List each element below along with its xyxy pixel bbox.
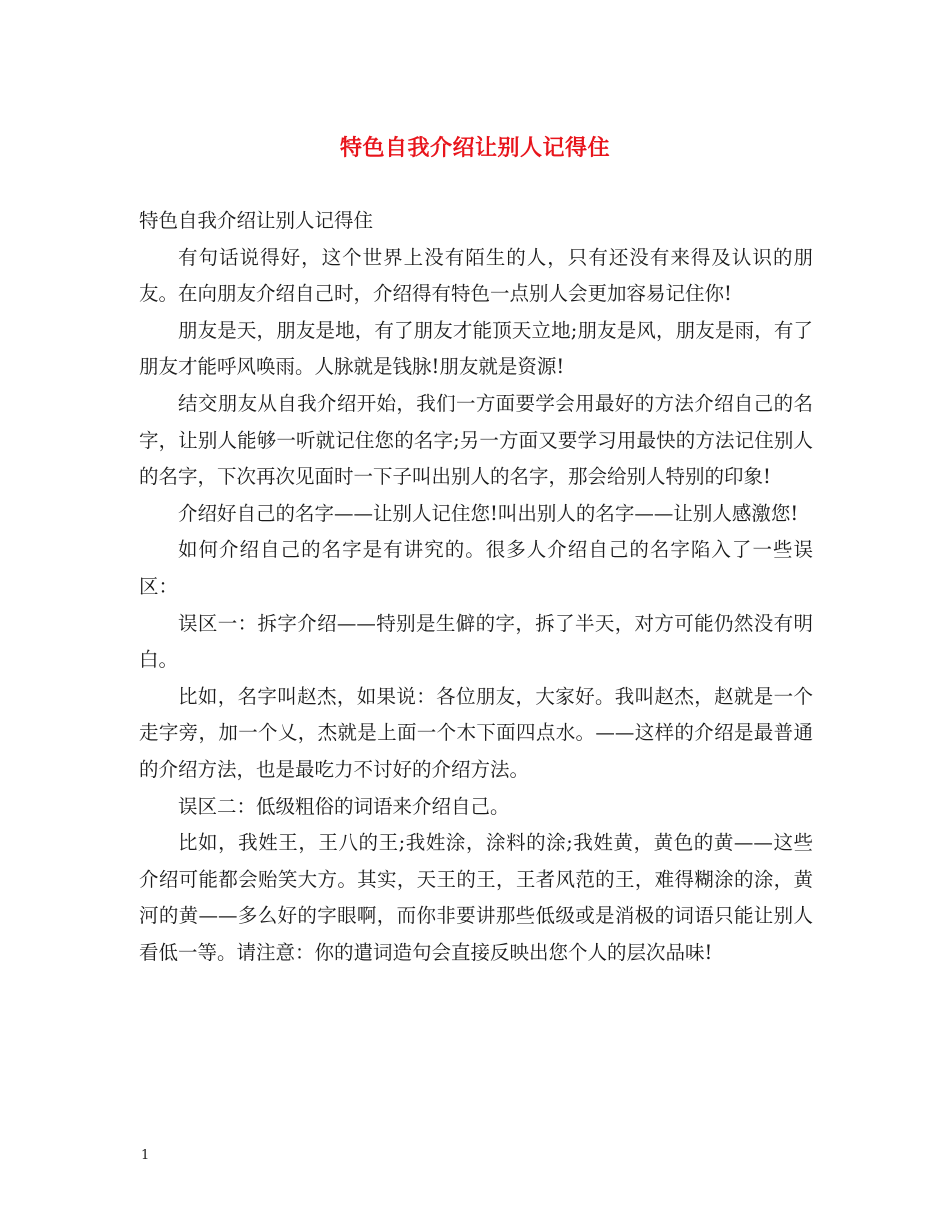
document-title: 特色自我介绍让别人记得住 [339, 135, 610, 161]
paragraph: 朋友是天，朋友是地，有了朋友才能顶天立地;朋友是风，朋友是雨，有了朋友才能呼风唤雨。人脉就是钱脉!朋友就是资源! [139, 318, 813, 379]
paragraph: 误区一：拆字介绍——特别是生僻的字，拆了半天，对方可能仍然没有明白。 [139, 611, 813, 672]
paragraph: 比如，我姓王，王八的王;我姓涂，涂料的涂;我姓黄，黄色的黄——这些介绍可能都会贻笑大方。其实，天王的王，王者风范的王，难得糊涂的涂，黄河的黄——多么好的字眼啊，而你非要讲那些低级或是消极的词语只能让别人看低一等。请注意：你的遣词造句会直接反映出您个人的层次品味! [139, 831, 813, 964]
paragraph: 有句话说得好，这个世界上没有陌生的人，只有还没有来得及认识的朋友。在向朋友介绍自己时，介绍得有特色一点别人会更加容易记住你! [139, 245, 813, 306]
paragraph: 误区二：低级粗俗的词语来介绍自己。 [178, 794, 510, 818]
page-number: 1 [141, 1148, 150, 1163]
paragraph: 结交朋友从自我介绍开始，我们一方面要学会用最好的方法介绍自己的名字，让别人能够一听就记住您的名字;另一方面又要学习用最快的方法记住别人的名字，下次再次见面时一下子叫出别人的名字，那会给别人特别的印象! [139, 391, 813, 489]
paragraph: 比如，名字叫赵杰，如果说：各位朋友，大家好。我叫赵杰，赵就是一个走字旁，加一个乂，杰就是上面一个木下面四点水。——这样的介绍是最普通的介绍方法，也是最吃力不讨好的介绍方法。 [139, 684, 813, 781]
document-body [139, 203, 813, 971]
document-subtitle: 特色自我介绍让别人记得住 [139, 209, 374, 232]
paragraph: 如何介绍自己的名字是有讲究的。很多人介绍自己的名字陷入了一些误区： [139, 538, 813, 598]
paragraph: 介绍好自己的名字——让别人记住您!叫出别人的名字——让别人感激您! [178, 501, 799, 525]
